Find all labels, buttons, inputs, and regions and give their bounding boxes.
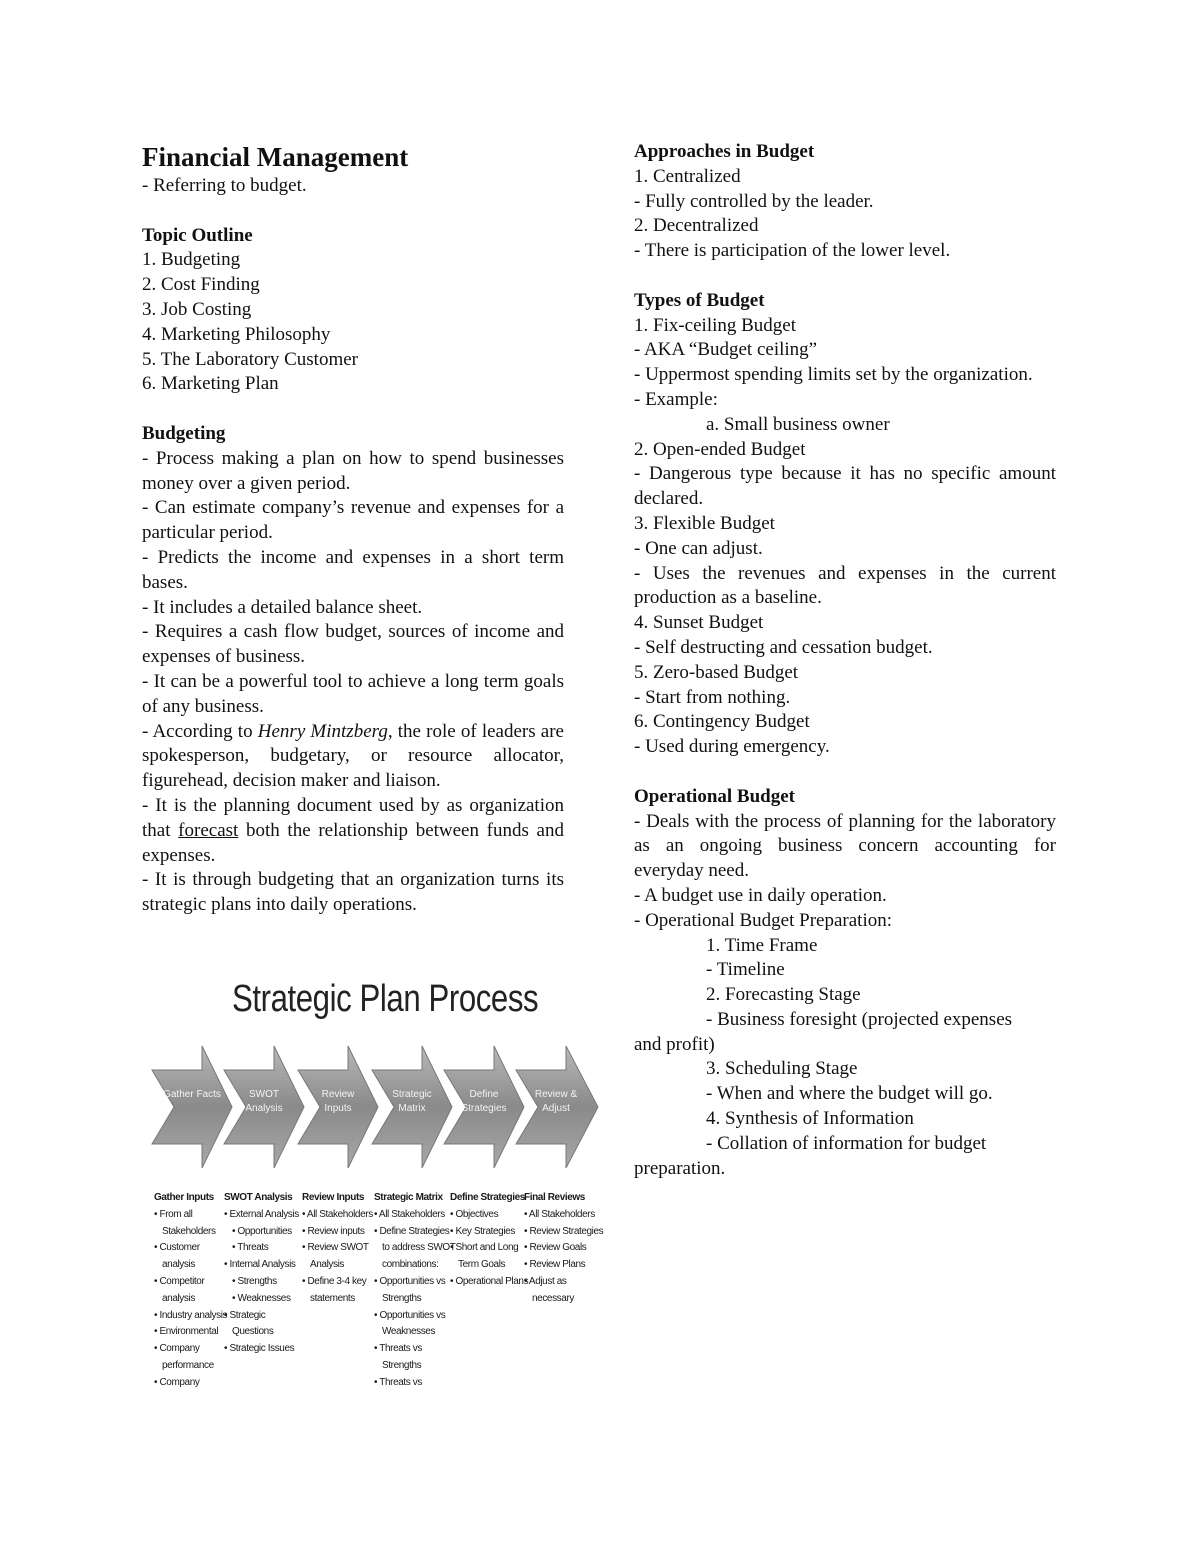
stage-label: Strategic Matrix xyxy=(392,1089,432,1114)
outline-item: 6. Marketing Plan xyxy=(142,373,279,395)
forecast-underlined: forecast xyxy=(178,819,239,841)
budget-type-detail: - Dangerous type because it has no specific amount declared. xyxy=(634,463,1056,510)
budget-type-detail: - Used during emergency. xyxy=(634,736,830,758)
preparation-detail: - Timeline xyxy=(706,959,785,981)
stage-column-item: • Key Strategies xyxy=(450,1225,515,1237)
stage-column-item: • Company xyxy=(154,1376,200,1388)
budget-type-detail: - One can adjust. xyxy=(634,537,763,559)
budget-type-detail: - Example: xyxy=(634,388,718,410)
operational-point: - Operational Budget Preparation: xyxy=(634,909,893,931)
stage-column-item: analysis xyxy=(162,1292,195,1304)
stage-column-item: • Review Strategies xyxy=(524,1225,604,1237)
budgeting-point: - Can estimate company’s revenue and expenses for a particular period. xyxy=(142,497,564,544)
operational-point: - Deals with the process of planning for the laboratory as an ongoing business concern accounting for everyday need. xyxy=(634,810,1056,882)
stage-column-item: • Strategic Issues xyxy=(224,1343,295,1355)
types-heading: Types of Budget xyxy=(634,289,765,311)
stage-column-item: • Define 3-4 key xyxy=(302,1275,367,1287)
approach-item: 2. Decentralized xyxy=(634,215,759,237)
stage-column-item: • Environmental xyxy=(154,1326,219,1338)
preparation-detail-cont: and profit) xyxy=(634,1033,715,1055)
operational-point: - A budget use in daily operation. xyxy=(634,884,887,906)
stage-column-item: • Short and Long xyxy=(450,1242,519,1254)
stage-column-item: • Opportunities vs xyxy=(374,1309,446,1321)
stage-column-heading: SWOT Analysis xyxy=(224,1192,293,1203)
budget-type: 3. Flexible Budget xyxy=(634,512,775,534)
budget-type: 1. Fix-ceiling Budget xyxy=(634,314,797,336)
stage-column-item: • Opportunities xyxy=(232,1225,292,1237)
preparation-step: 2. Forecasting Stage xyxy=(706,984,861,1006)
stage-details xyxy=(154,1190,604,1392)
stage-column-item: • Threats vs xyxy=(374,1376,422,1388)
stage-column-item: • Operational Plans xyxy=(450,1275,529,1287)
preparation-detail-cont: preparation. xyxy=(634,1157,726,1179)
stage-column-heading: Define Strategies xyxy=(450,1192,525,1203)
approach-item: 1. Centralized xyxy=(634,165,741,187)
preparation-detail: - Collation of information for budget xyxy=(706,1132,987,1154)
stage-column-item: statements xyxy=(310,1292,355,1304)
stage-column-item: • External Analysis xyxy=(224,1208,299,1220)
approach-detail: - Fully controlled by the leader. xyxy=(634,190,874,212)
preparation-step: 1. Time Frame xyxy=(706,934,818,956)
strategic-plan-figure xyxy=(142,968,602,1398)
stage-label: SWOT Analysis xyxy=(245,1089,283,1114)
stage-label: Define Strategies xyxy=(461,1089,507,1114)
budget-type: 6. Contingency Budget xyxy=(634,711,810,733)
stage-column xyxy=(154,1190,228,1392)
stage-column-item: Strengths xyxy=(382,1292,422,1304)
preparation-step: 4. Synthesis of Information xyxy=(706,1108,914,1130)
stage-column-item: • All Stakeholders xyxy=(374,1208,445,1220)
stage-column-item: • Strategic xyxy=(224,1309,266,1321)
stage-column-item: performance xyxy=(162,1359,214,1371)
budget-type-detail: - Uppermost spending limits set by the organization. xyxy=(634,364,1033,386)
budget-type-detail: - Uses the revenues and expenses in the current production as a baseline. xyxy=(634,562,1056,609)
budget-type: 5. Zero-based Budget xyxy=(634,661,799,683)
stage-column-item: to address SWOT xyxy=(382,1242,456,1254)
stage-label: Review Inputs xyxy=(321,1089,355,1114)
stage-column-item: necessary xyxy=(532,1292,574,1304)
stage-column-item: • Review Goals xyxy=(524,1242,587,1254)
budgeting-point-mintzberg: - According to Henry Mintzberg, the role of leaders are spokesperson, budgetary, or resource allocator, figurehead, decision maker and liaison. xyxy=(142,720,564,792)
stage-column-item: Weaknesses xyxy=(382,1326,436,1338)
budgeting-point: - It can be a powerful tool to achieve a long term goals of any business. xyxy=(142,670,564,717)
preparation-detail: - When and where the budget will go. xyxy=(706,1083,993,1105)
stage-column-heading: Gather Inputs xyxy=(154,1192,214,1203)
outline-item: 3. Job Costing xyxy=(142,298,252,320)
stage-column-item: • From all xyxy=(154,1208,193,1220)
budgeting-point: - It includes a detailed balance sheet. xyxy=(142,596,423,618)
stage-column-item: • Review SWOT xyxy=(302,1242,369,1254)
document-title: Financial Management xyxy=(142,142,409,172)
stage-column-item: • All Stakeholders xyxy=(524,1208,595,1220)
stage-column-item: • Objectives xyxy=(450,1208,499,1220)
outline-item: 2. Cost Finding xyxy=(142,274,260,296)
budgeting-heading: Budgeting xyxy=(142,422,226,444)
stage-column-item: • Threats vs xyxy=(374,1343,422,1355)
preparation-step: 3. Scheduling Stage xyxy=(706,1058,858,1080)
budgeting-point: - Predicts the income and expenses in a short term bases. xyxy=(142,546,564,593)
stage-column-item: Term Goals xyxy=(458,1259,506,1271)
arrow-shape xyxy=(152,1046,232,1168)
budgeting-point: - Requires a cash flow budget, sources of income and expenses of business. xyxy=(142,621,564,668)
stage-column-item: • Review Plans xyxy=(524,1259,586,1271)
stage-column-item: • Weaknesses xyxy=(232,1292,291,1304)
outline-item: 5. The Laboratory Customer xyxy=(142,348,358,370)
approaches-heading: Approaches in Budget xyxy=(634,141,815,162)
document-subtitle: - Referring to budget. xyxy=(142,175,307,196)
budget-type: 4. Sunset Budget xyxy=(634,612,764,634)
budgeting-point: - It is through budgeting that an organization turns its strategic plans into daily operations. xyxy=(142,869,564,916)
stage-column-item: • Customer xyxy=(154,1242,200,1254)
stage-column-item: Analysis xyxy=(310,1259,345,1271)
right-column xyxy=(634,140,1056,1181)
stage-column-item: Strengths xyxy=(382,1359,422,1371)
stage-column-item: • Threats xyxy=(232,1242,269,1254)
stage-column-heading: Final Reviews xyxy=(524,1192,585,1203)
preparation-detail: - Business foresight (projected expenses xyxy=(706,1008,1013,1030)
stage-column-item: Stakeholders xyxy=(162,1225,216,1237)
operational-heading: Operational Budget xyxy=(634,785,795,807)
stage-column-item: • Adjust as xyxy=(524,1275,567,1287)
budgeting-point-forecast: - It is the planning document used by as organization that forecast both the relationship between funds and expenses. xyxy=(142,794,564,866)
stage-label: Gather Facts xyxy=(163,1089,221,1100)
budget-type-example: a. Small business owner xyxy=(706,413,890,435)
stage-column xyxy=(302,1190,374,1392)
budgeting-point: - Process making a plan on how to spend businesses money over a given period. xyxy=(142,447,564,494)
stage-column xyxy=(224,1190,302,1392)
outline-item: 4. Marketing Philosophy xyxy=(142,323,331,345)
budget-type-detail: - Self destructing and cessation budget. xyxy=(634,636,933,658)
stage-column xyxy=(450,1190,529,1392)
author-name: Henry Mintzberg xyxy=(257,720,388,742)
budget-type-detail: - Start from nothing. xyxy=(634,686,791,708)
approach-detail: - There is participation of the lower level. xyxy=(634,240,951,262)
stage-column-item: • Define Strategies xyxy=(374,1225,450,1237)
stage-column xyxy=(524,1190,604,1392)
stage-column-heading: Strategic Matrix xyxy=(374,1192,443,1203)
figure-title: Strategic Plan Process xyxy=(232,978,539,1020)
budget-type: 2. Open-ended Budget xyxy=(634,438,806,460)
stage-column-item: Questions xyxy=(232,1326,274,1338)
stage-column-item: • Review inputs xyxy=(302,1225,365,1237)
stage-label: Review & Adjust xyxy=(534,1089,578,1114)
stage-column-item: • Competitor xyxy=(154,1275,205,1287)
stage-column xyxy=(374,1190,456,1392)
stage-column-item: • Internal Analysis xyxy=(224,1259,296,1271)
topic-outline-heading: Topic Outline xyxy=(142,224,253,246)
stage-column-item: • Company xyxy=(154,1343,200,1355)
stage-column-item: • All Stakeholders xyxy=(302,1208,373,1220)
stage-column-heading: Review Inputs xyxy=(302,1192,365,1203)
left-column xyxy=(142,140,564,918)
stage-column-item: analysis xyxy=(162,1259,195,1271)
stage-column-item: • Industry analysis xyxy=(154,1309,228,1321)
budget-type-detail: - AKA “Budget ceiling” xyxy=(634,339,818,361)
stage-column-item: • Opportunities vs xyxy=(374,1275,446,1287)
stage-column-item: combinations: xyxy=(382,1259,439,1271)
outline-item: 1. Budgeting xyxy=(142,249,241,271)
stage-column-item: • Strengths xyxy=(232,1275,277,1287)
